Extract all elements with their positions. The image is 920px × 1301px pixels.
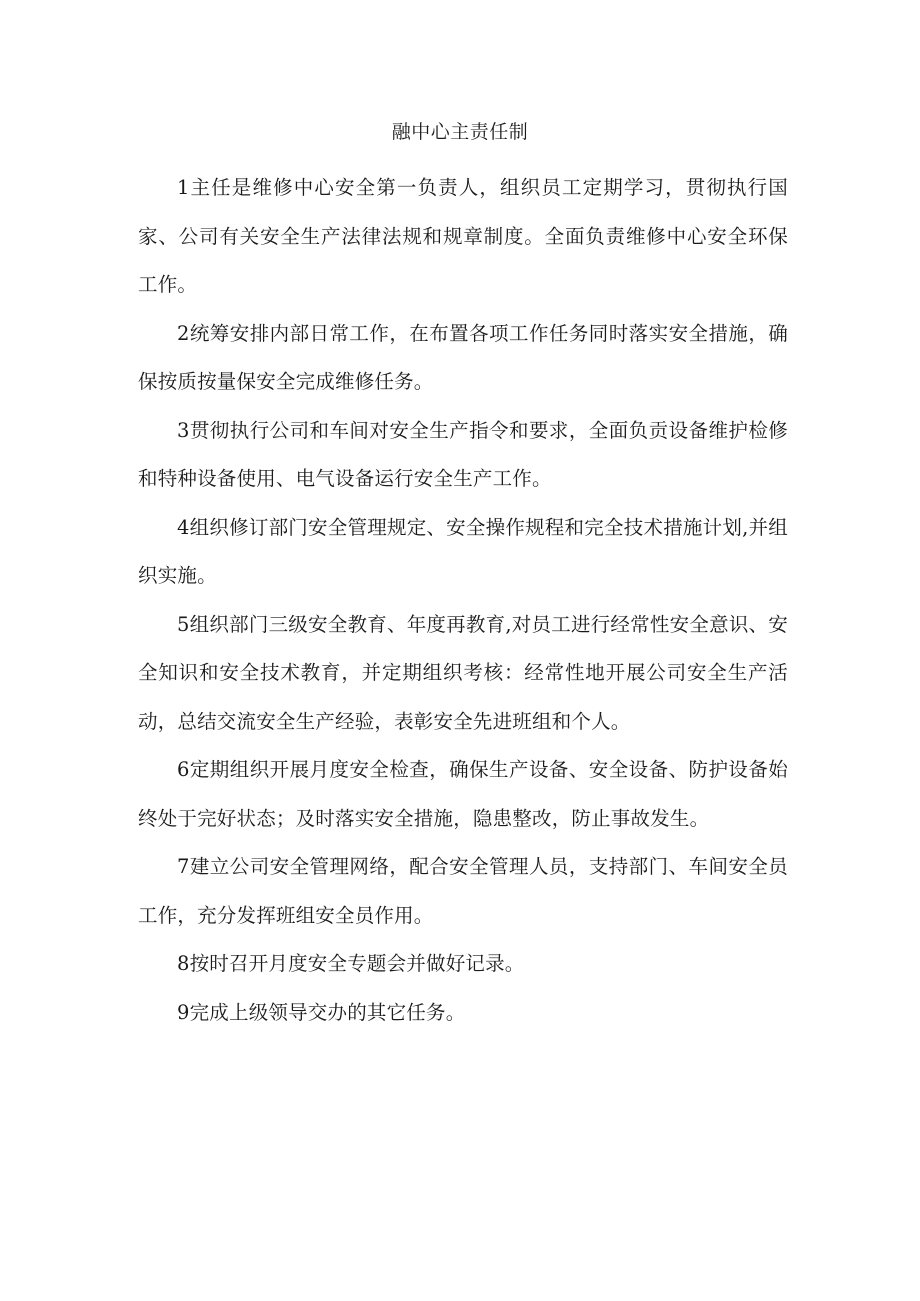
paragraph-6: 6定期组织开展月度安全检查，确保生产设备、安全设备、防护设备始终处于完好状态；及时落实安全措施，隐患整改，防止事故发生。 xyxy=(138,758,788,830)
paragraph-4: 4组织修订部门安全管理规定、安全操作规程和完全技术措施计划,并组织实施。 xyxy=(138,515,788,587)
document-title: 融中心主责任制 xyxy=(391,121,529,143)
paragraph-1: 1主任是维修中心安全第一负责人，组织员工定期学习，贯彻执行国家、公司有关安全生产法律法规和规章制度。全面负责维修中心安全环保工作。 xyxy=(138,176,788,296)
document-body xyxy=(138,164,788,1037)
paragraph-2: 2统筹安排内部日常工作，在布置各项工作任务同时落实安全措施，确保按质按量保安全完成维修任务。 xyxy=(138,321,788,393)
paragraph-5: 5组织部门三级安全教育、年度再教育,对员工进行经常性安全意识、安全知识和安全技术教育，并定期组织考核：经常性地开展公司安全生产活动，总结交流安全生产经验，表彰安全先进班组和个人。 xyxy=(138,612,788,733)
paragraph-9: 9完成上级领导交办的其它任务。 xyxy=(177,1000,466,1024)
paragraph-8: 8按时召开月度安全专题会并做好记录。 xyxy=(177,952,525,975)
paragraph-7: 7建立公司安全管理网络，配合安全管理人员，支持部门、车间安全员工作，充分发挥班组安全员作用。 xyxy=(138,855,788,927)
paragraph-3: 3贯彻执行公司和车间对安全生产指令和要求，全面负贡设备维护检修和特种设备使用、电气设备运行安全生产工作。 xyxy=(138,418,788,490)
